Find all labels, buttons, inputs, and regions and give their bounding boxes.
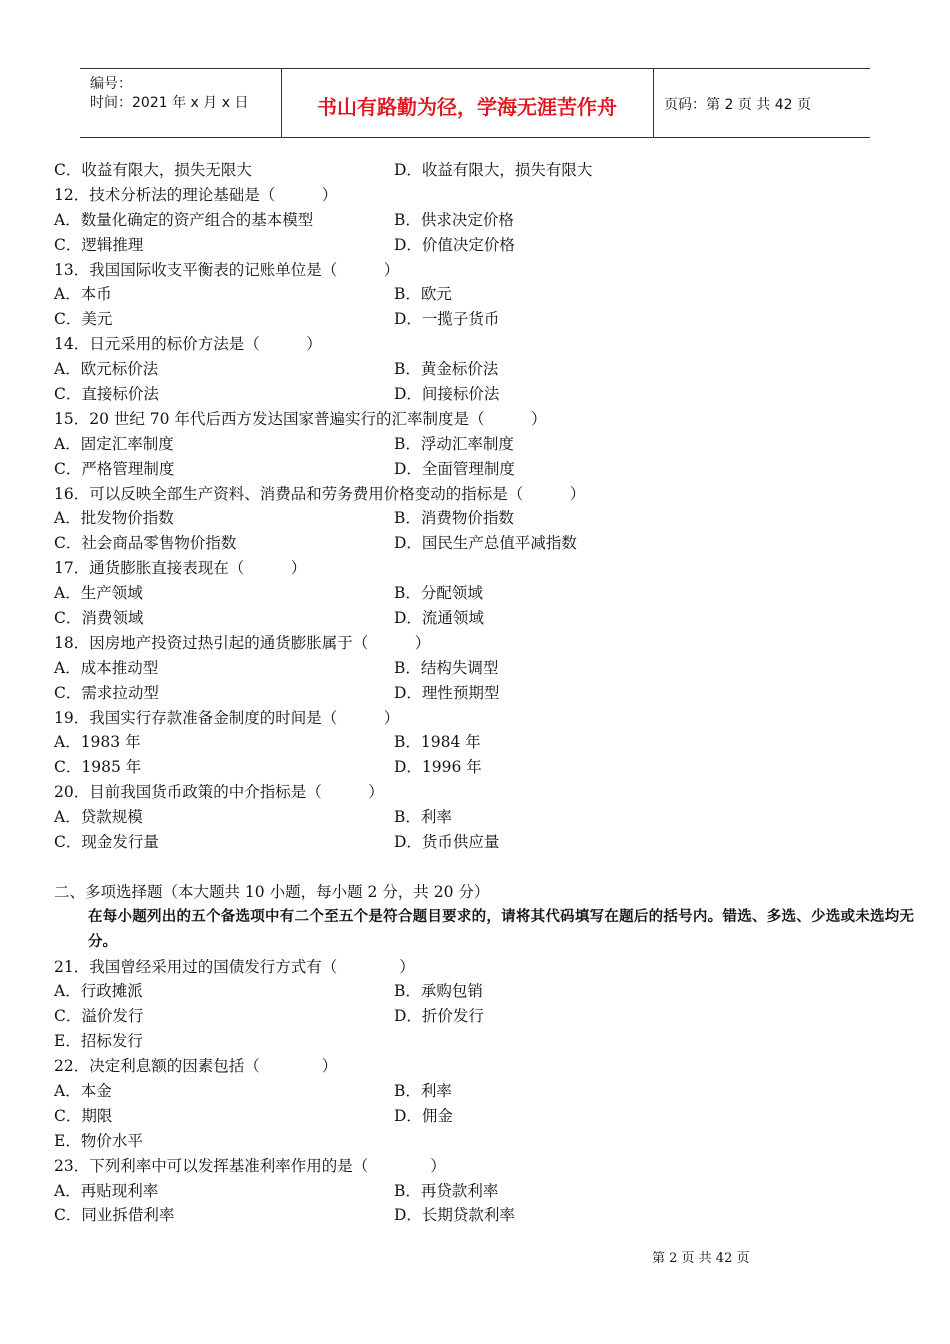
question-line (54, 1029, 914, 1054)
question-line (54, 183, 914, 208)
option-row (54, 730, 914, 755)
question-line (54, 780, 914, 805)
question-text: 21．我国曾经采用过的国债发行方式有（ ） (54, 957, 415, 976)
option-right: B．黄金标价法 (394, 360, 499, 379)
option-row (54, 357, 914, 382)
option-left: A．成本推动型 (54, 658, 159, 677)
document-number-label: 编号： (90, 76, 132, 92)
option-left: C．溢价发行 (54, 1007, 144, 1026)
option-right: B．结构失调型 (394, 658, 499, 677)
question-line (54, 407, 914, 432)
option-row (54, 681, 914, 706)
option-right: B．利率 (394, 808, 452, 827)
option-right: B．分配领域 (394, 584, 483, 603)
question-line (54, 706, 914, 731)
option-left: A．本币 (54, 285, 112, 304)
question-line (54, 955, 914, 980)
question-text: 二、多项选择题（本大题共 10 小题，每小题 2 分，共 20 分） (54, 882, 490, 901)
question-line (54, 482, 914, 507)
document-date-label: 时间：2021 年 x 月 x 日 (90, 95, 249, 111)
option-row (54, 432, 914, 457)
option-right: D．流通领域 (394, 609, 484, 628)
option-left: C．美元 (54, 310, 113, 329)
option-left: A．固定汇率制度 (54, 434, 174, 453)
option-left: C．1985 年 (54, 758, 142, 777)
question-line (54, 332, 914, 357)
option-right: D．1996 年 (394, 758, 482, 777)
option-right: D．价值决定价格 (394, 235, 515, 254)
option-row (54, 581, 914, 606)
option-row (54, 979, 914, 1004)
header-motto-cell (281, 69, 654, 137)
option-left: C．现金发行量 (54, 833, 159, 852)
question-text: 16．可以反映全部生产资料、消费品和劳务费用价格变动的指标是（ ） (54, 484, 586, 503)
header-page-info: 页码：第 2 页 共 42 页 (664, 97, 811, 113)
option-right: B．欧元 (394, 285, 452, 304)
option-left: C．同业拆借利率 (54, 1206, 175, 1225)
option-right: B．利率 (394, 1081, 452, 1100)
question-text: 15．20 世纪 70 年代后西方发达国家普遍实行的汇率制度是（ ） (54, 409, 547, 428)
option-left: A．行政摊派 (54, 982, 143, 1001)
option-row (54, 1203, 914, 1228)
option-row (54, 1104, 914, 1129)
option-row (54, 606, 914, 631)
question-text: 18．因房地产投资过热引起的通货膨胀属于（ ） (54, 633, 431, 652)
question-text: 12．技术分析法的理论基础是（ ） (54, 185, 338, 204)
section-instructions: 在每小题列出的五个备选项中有二个至五个是符合题目要求的，请将其代码填写在题后的括号内。错选、多选、少选或未选均无分。 (88, 908, 914, 950)
option-right: D．货币供应量 (394, 833, 500, 852)
option-row (54, 233, 914, 258)
option-left: C．直接标价法 (54, 385, 159, 404)
question-text: 20．目前我国货币政策的中介指标是（ ） (54, 783, 384, 802)
option-row (54, 656, 914, 681)
option-right: B．消费物价指数 (394, 509, 514, 528)
question-line (54, 1129, 914, 1154)
option-left: C．收益有限大，损失无限大 (54, 161, 252, 179)
option-left: A．欧元标价法 (54, 360, 159, 379)
option-left: A．数量化确定的资产组合的基本模型 (54, 210, 314, 229)
header-table (80, 68, 870, 138)
option-row (54, 531, 914, 556)
option-left: C．严格管理制度 (54, 459, 175, 478)
option-right: D．长期贷款利率 (394, 1206, 515, 1225)
option-left: C．期限 (54, 1106, 113, 1125)
option-left: A．生产领域 (54, 584, 143, 603)
option-right: D．全面管理制度 (394, 459, 515, 478)
option-right: D．收益有限大，损失有限大 (394, 161, 593, 179)
question-text: 13．我国国际收支平衡表的记账单位是（ ） (54, 260, 400, 279)
option-right: D．间接标价法 (394, 385, 500, 404)
question-line (54, 880, 914, 905)
question-line (54, 1054, 914, 1079)
page-footer: 第 2 页 共 42 页 (652, 1251, 750, 1266)
option-left: A．本金 (54, 1081, 112, 1100)
option-right: D．折价发行 (394, 1007, 484, 1026)
option-right: B．1984 年 (394, 733, 481, 752)
option-row (54, 282, 914, 307)
header-page-cell (654, 69, 870, 137)
option-row (54, 755, 914, 780)
option-right: B．再贷款利率 (394, 1181, 499, 1200)
option-row (54, 457, 914, 482)
option-row (54, 830, 914, 855)
header-meta-cell (80, 69, 282, 137)
question-line (54, 258, 914, 283)
question-line (54, 1154, 914, 1179)
option-row (54, 805, 914, 830)
question-line (54, 631, 914, 656)
option-right: B．承购包销 (394, 982, 483, 1001)
option-left: A．贷款规模 (54, 808, 143, 827)
option-left: C．需求拉动型 (54, 683, 159, 702)
question-text: 17．通货膨胀直接表现在（ ） (54, 559, 307, 578)
header-motto: 书山有路勤为径，学海无涯苦作舟 (317, 95, 617, 119)
option-row (54, 1079, 914, 1104)
option-right: B．浮动汇率制度 (394, 434, 514, 453)
option-row (54, 208, 914, 233)
option-right: B．供求决定价格 (394, 210, 514, 229)
question-text: 22．决定利息额的因素包括（ ） (54, 1057, 338, 1076)
option-right: D．理性预期型 (394, 683, 500, 702)
option-left: C．逻辑推理 (54, 235, 144, 254)
question-text: 14．日元采用的标价方法是（ ） (54, 335, 322, 354)
option-left: A．1983 年 (54, 733, 141, 752)
option-left: A．再贴现利率 (54, 1181, 159, 1200)
question-text: 23．下列利率中可以发挥基准利率作用的是（ ） (54, 1156, 446, 1175)
blank-line (54, 855, 914, 880)
option-left: C．消费领域 (54, 609, 144, 628)
option-right: D．一揽子货币 (394, 310, 500, 329)
option-row (54, 506, 914, 531)
option-left: C．社会商品零售物价指数 (54, 534, 237, 553)
option-right: D．佣金 (394, 1106, 453, 1125)
option-right: D．国民生产总值平减指数 (394, 534, 577, 553)
option-row (54, 1004, 914, 1029)
question-line (54, 556, 914, 581)
option-left: A．批发物价指数 (54, 509, 174, 528)
question-text: 19．我国实行存款准备金制度的时间是（ ） (54, 708, 400, 727)
option-row (54, 158, 914, 183)
option-row (54, 1179, 914, 1204)
question-text: E．招标发行 (54, 1032, 143, 1051)
option-row (54, 382, 914, 407)
question-content (54, 158, 914, 1228)
question-text: E．物价水平 (54, 1131, 143, 1150)
option-row (54, 307, 914, 332)
